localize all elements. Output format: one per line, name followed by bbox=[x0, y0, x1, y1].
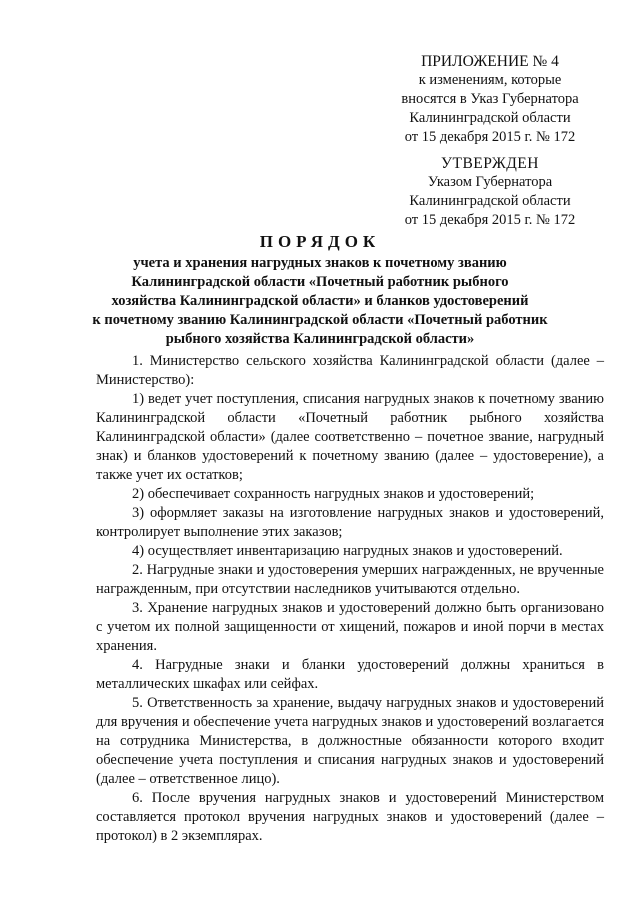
paragraph-3: 3. Хранение нагрудных знаков и удостоверений должно быть организовано с учетом их полной защищенности от хищений, пожаров и иной порчи в местах хранения. bbox=[96, 600, 604, 654]
appendix-line: Калининградской области bbox=[409, 110, 571, 126]
document-subtitle bbox=[60, 254, 580, 349]
subtitle-line: Калининградской области «Почетный работник рыбного bbox=[131, 274, 509, 290]
document-title: ПОРЯДОК bbox=[259, 232, 381, 251]
paragraph-1-1: 1) ведет учет поступления, списания нагрудных знаков к почетному званию Калининградской области «Почетный работник рыбного хозяйства Калининградской области» (далее соответственно – почетное звание, нагрудный знак) и бланков удостоверений к почетному званию (далее – удостоверение), а также учет их остатков; bbox=[96, 391, 604, 483]
document-body bbox=[96, 352, 604, 846]
paragraph-1-4: 4) осуществляет инвентаризацию нагрудных знаков и удостоверений. bbox=[132, 543, 563, 559]
approved-line: Указом Губернатора bbox=[427, 174, 553, 190]
appendix-line: вносятся в Указ Губернатора bbox=[401, 91, 579, 107]
subtitle-line: учета и хранения нагрудных знаков к почетному званию bbox=[133, 255, 507, 271]
paragraph-6: 6. После вручения нагрудных знаков и удостоверений Министерством составляется протокол вручения нагрудных знаков и удостоверений (далее – протокол) в 2 экземплярах. bbox=[96, 790, 604, 844]
paragraph-4: 4. Нагрудные знаки и бланки удостоверений должны храниться в металлических шкафах или сейфах. bbox=[96, 657, 604, 692]
appendix-block bbox=[372, 52, 608, 147]
appendix-line: к изменениям, которые bbox=[418, 72, 562, 88]
appendix-heading: ПРИЛОЖЕНИЕ № 4 bbox=[421, 53, 559, 70]
paragraph-1-3: 3) оформляет заказы на изготовление нагрудных знаков и удостоверений, контролирует выполнение этих заказов; bbox=[96, 505, 604, 540]
paragraph-2: 2. Нагрудные знаки и удостоверения умерших награжденных, не врученные награжденным, при отсутствии наследников учитываются отдельно. bbox=[96, 562, 604, 597]
approved-block bbox=[372, 154, 608, 230]
subtitle-line: рыбного хозяйства Калининградской области» bbox=[165, 331, 475, 347]
paragraph-1-2: 2) обеспечивает сохранность нагрудных знаков и удостоверений; bbox=[132, 486, 535, 502]
paragraph-5: 5. Ответственность за хранение, выдачу нагрудных знаков и удостоверений для вручения и обеспечение учета нагрудных знаков и удостоверений возлагается на сотрудника Министерства, в должностные обязанности которого входит обеспечение учета поступления и списания нагрудных знаков и удостоверений (далее – ответственное лицо). bbox=[96, 695, 604, 787]
approved-heading: УТВЕРЖДЕН bbox=[441, 155, 539, 172]
approved-line: от 15 декабря 2015 г. № 172 bbox=[404, 212, 576, 228]
approved-line: Калининградской области bbox=[409, 193, 571, 209]
subtitle-line: к почетному званию Калининградской области «Почетный работник bbox=[92, 312, 548, 328]
paragraph-1: 1. Министерство сельского хозяйства Калининградской области (далее – Министерство): bbox=[96, 353, 604, 388]
subtitle-line: хозяйства Калининградской области» и бланков удостоверений bbox=[111, 293, 529, 309]
appendix-line: от 15 декабря 2015 г. № 172 bbox=[404, 129, 576, 145]
